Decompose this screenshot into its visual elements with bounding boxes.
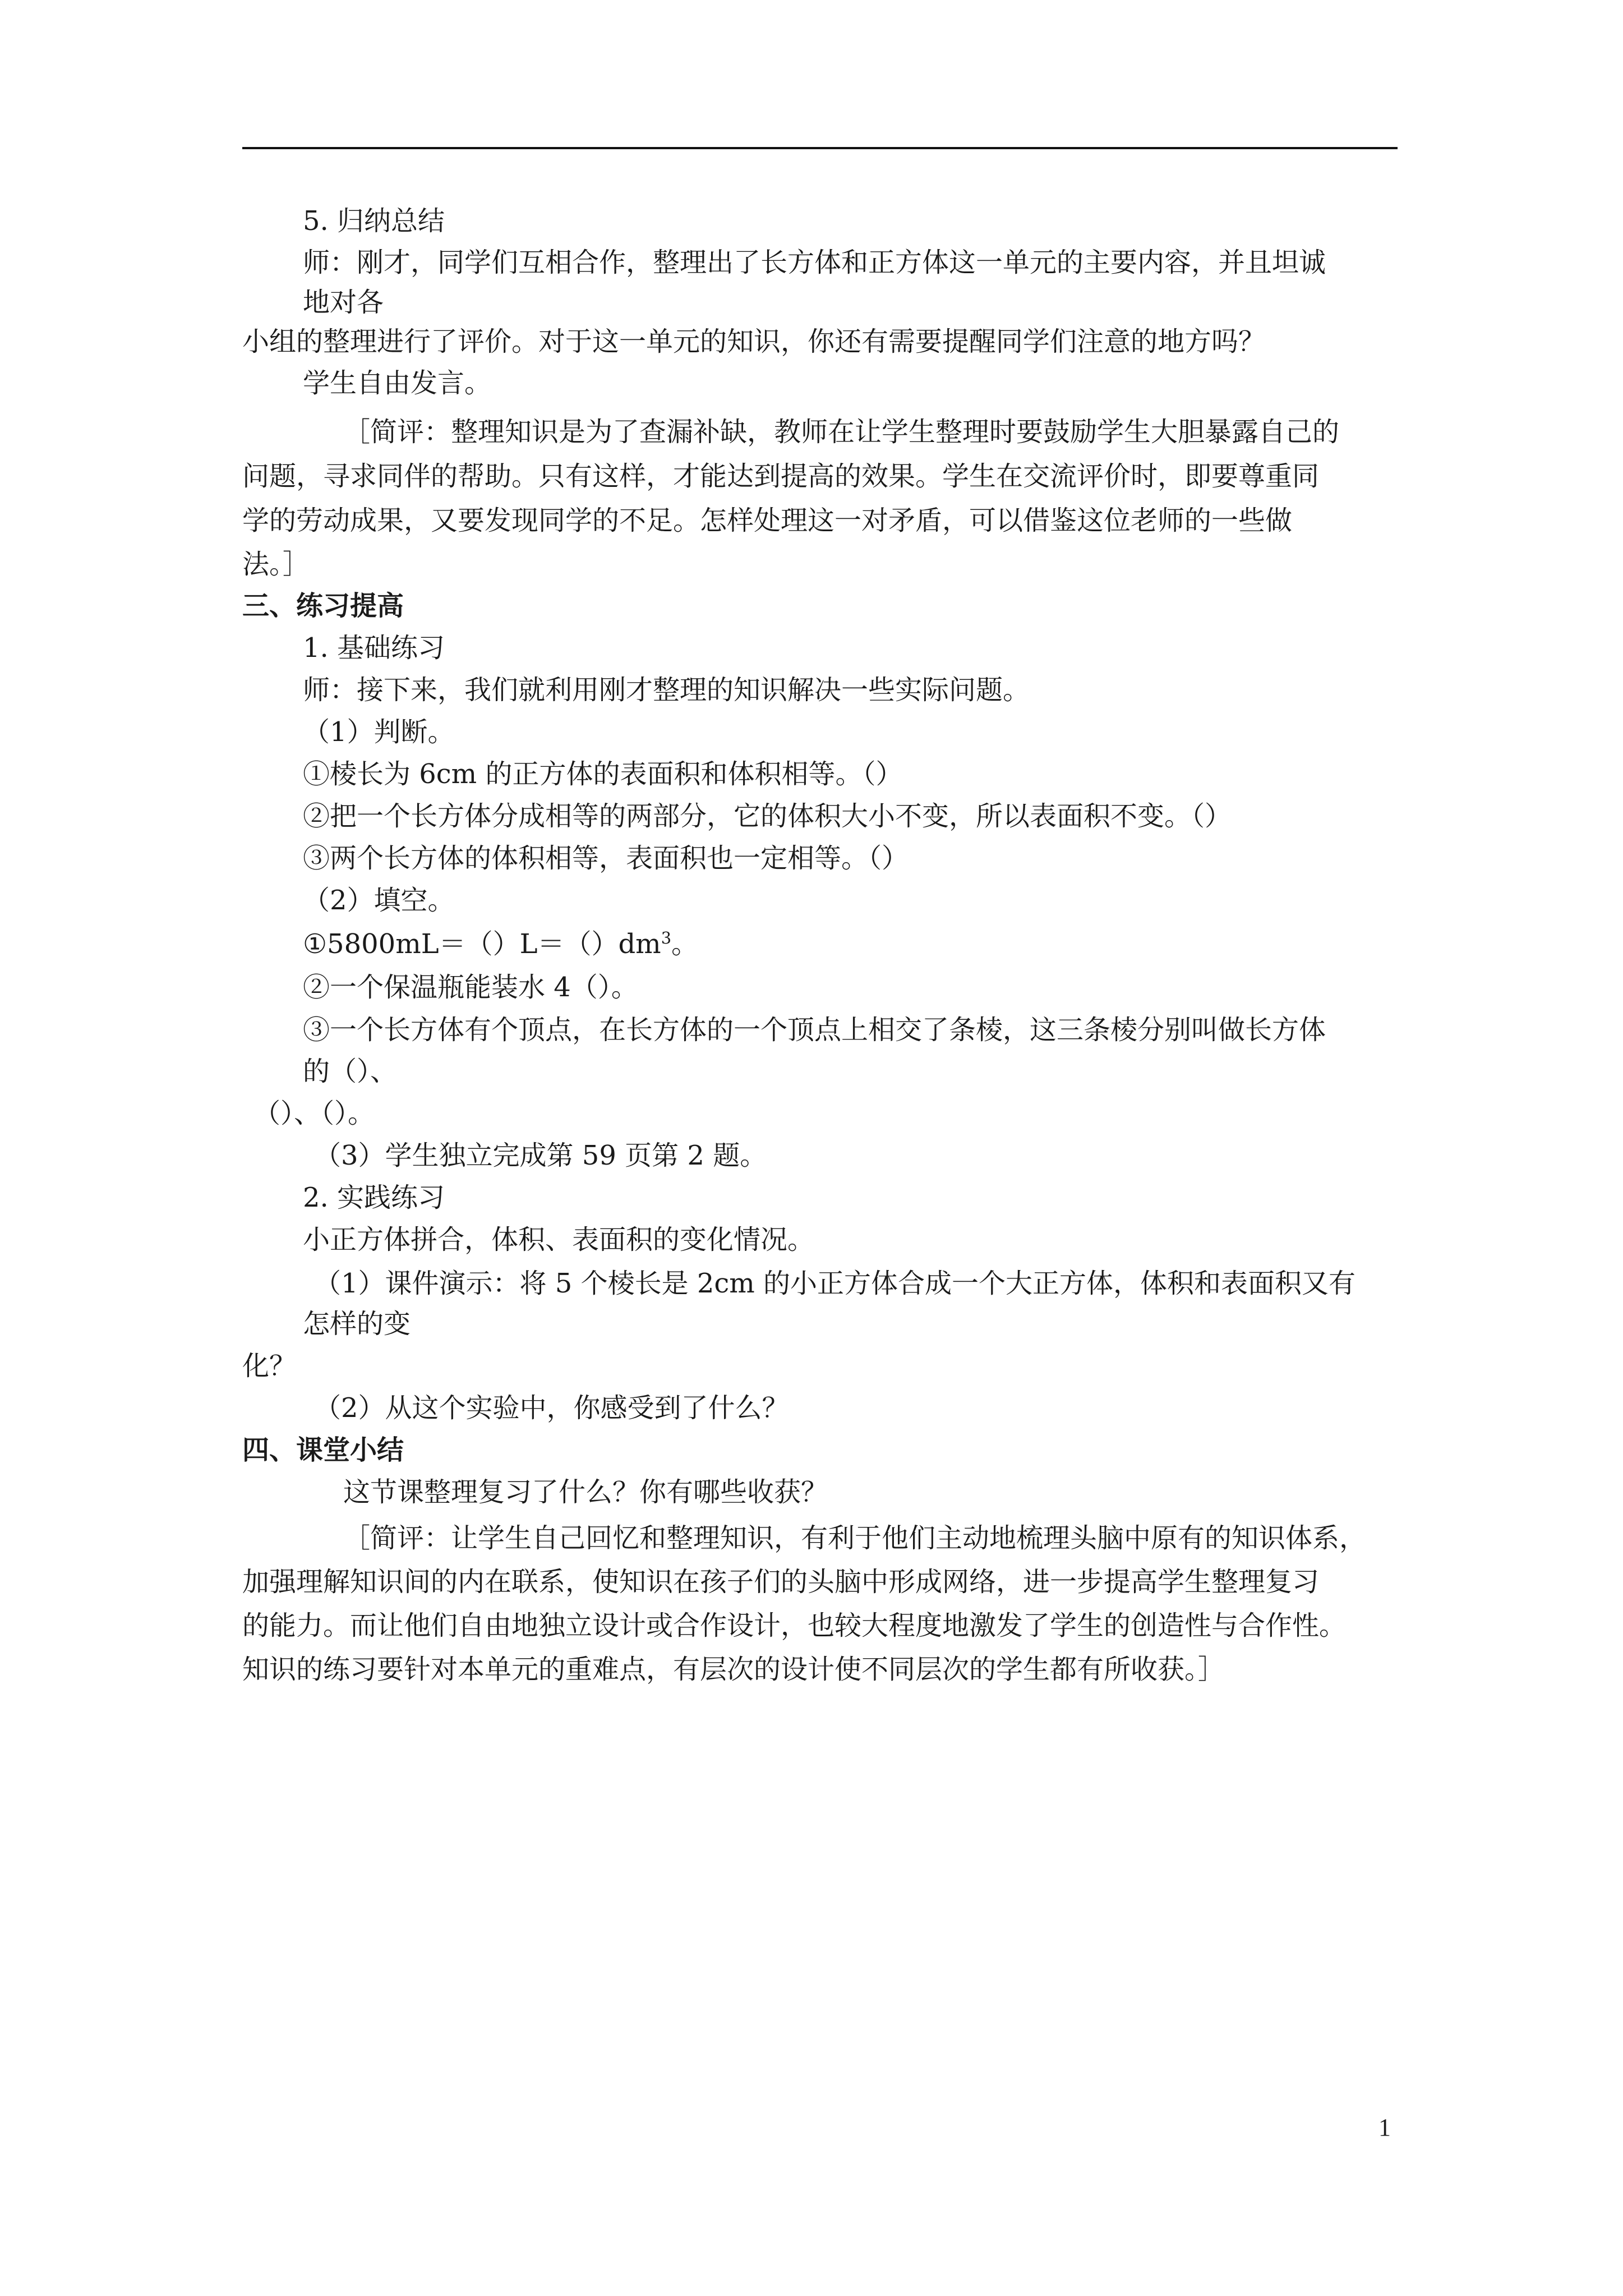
judge-item-1: ①棱长为 6cm 的正方体的表面积和体积相等。（） — [303, 758, 903, 790]
teacher-instruction: 师：接下来，我们就利用刚才整理的知识解决一些实际问题。 — [303, 674, 1030, 706]
header-rule — [242, 147, 1398, 149]
section-5-title: 5. 归纳总结 — [303, 205, 445, 237]
judge-item-2: ②把一个长方体分成相等的两部分，它的体积大小不变，所以表面积不变。（） — [303, 800, 1232, 832]
teacher-remark-line-1: 师：刚才，同学们互相合作，整理出了长方体和正方体这一单元的主要内容，并且坦诚 — [303, 247, 1326, 278]
fill-item-1-text: ①5800mL＝（）L＝（）dm — [303, 928, 661, 960]
comment-1-line-1: ［简评：整理知识是为了查漏补缺，教师在让学生整理时要鼓励学生大胆暴露自己的 — [343, 416, 1340, 448]
practice-2: （2）从这个实验中，你感受到了什么？ — [314, 1392, 789, 1424]
page-number: 1 — [1378, 2114, 1391, 2141]
section-3-heading: 三、练习提高 — [242, 590, 404, 622]
comment-2-line-3: 的能力。而让他们自由地独立设计或合作设计，也较大程度地激发了学生的创造性与合作性。 — [242, 1610, 1347, 1641]
comment-2-line-1: ［简评：让学生自己回忆和整理知识，有利于他们主动地梳理头脑中原有的知识体系， — [343, 1522, 1367, 1554]
practice-1-line-1: （1）课件演示：将 5 个棱长是 2cm 的小正方体合成一个大正方体，体积和表面积又有 — [314, 1268, 1356, 1299]
comment-1-line-2: 问题，寻求同伴的帮助。只有这样，才能达到提高的效果。学生在交流评价时，即要尊重同 — [242, 461, 1320, 492]
comment-1-line-4: 法。］ — [242, 549, 310, 580]
comment-2-line-4: 知识的练习要针对本单元的重难点，有层次的设计使不同层次的学生都有所收获。］ — [242, 1654, 1225, 1685]
fill-item-1-end: 。 — [671, 928, 699, 960]
practice-description: 小正方体拼合，体积、表面积的变化情况。 — [303, 1224, 815, 1255]
fill-title: （2）填空。 — [303, 885, 455, 916]
comment-1-line-3: 学的劳动成果，又要发现同学的不足。怎样处理这一对矛盾，可以借鉴这位老师的一些做 — [242, 505, 1293, 536]
section-4-heading: 四、课堂小结 — [242, 1434, 404, 1466]
fill-item-1-superscript: 3 — [661, 928, 672, 947]
fill-item-3-line-3: （）、（）。 — [253, 1098, 375, 1129]
fill-item-3-line-1: ③一个长方体有个顶点，在长方体的一个顶点上相交了条棱，这三条棱分别叫做长方体 — [303, 1014, 1326, 1046]
teacher-remark-line-3: 小组的整理进行了评价。对于这一单元的知识，你还有需要提醒同学们注意的地方吗？ — [242, 326, 1266, 357]
comment-2-line-2: 加强理解知识间的内在联系，使知识在孩子们的头脑中形成网络，进一步提高学生整理复习 — [242, 1566, 1320, 1598]
judge-title: （1）判断。 — [303, 716, 455, 748]
task-3: （3）学生独立完成第 59 页第 2 题。 — [314, 1140, 767, 1171]
teacher-remark-line-2: 地对各 — [303, 287, 384, 318]
practice-1-line-3: 化？ — [242, 1350, 297, 1382]
basic-practice-title: 1. 基础练习 — [303, 632, 445, 664]
practical-practice-title: 2. 实践练习 — [303, 1182, 445, 1213]
fill-item-1 — [303, 927, 698, 961]
summary-question: 这节课整理复习了什么？你有哪些收获？ — [343, 1476, 828, 1508]
students-speak: 学生自由发言。 — [303, 367, 492, 399]
fill-item-2: ②一个保温瓶能装水 4（）。 — [303, 972, 638, 1003]
fill-item-3-line-2: 的（）、 — [303, 1056, 398, 1087]
practice-1-line-2: 怎样的变 — [303, 1308, 411, 1340]
judge-item-3: ③两个长方体的体积相等，表面积也一定相等。（） — [303, 843, 909, 874]
